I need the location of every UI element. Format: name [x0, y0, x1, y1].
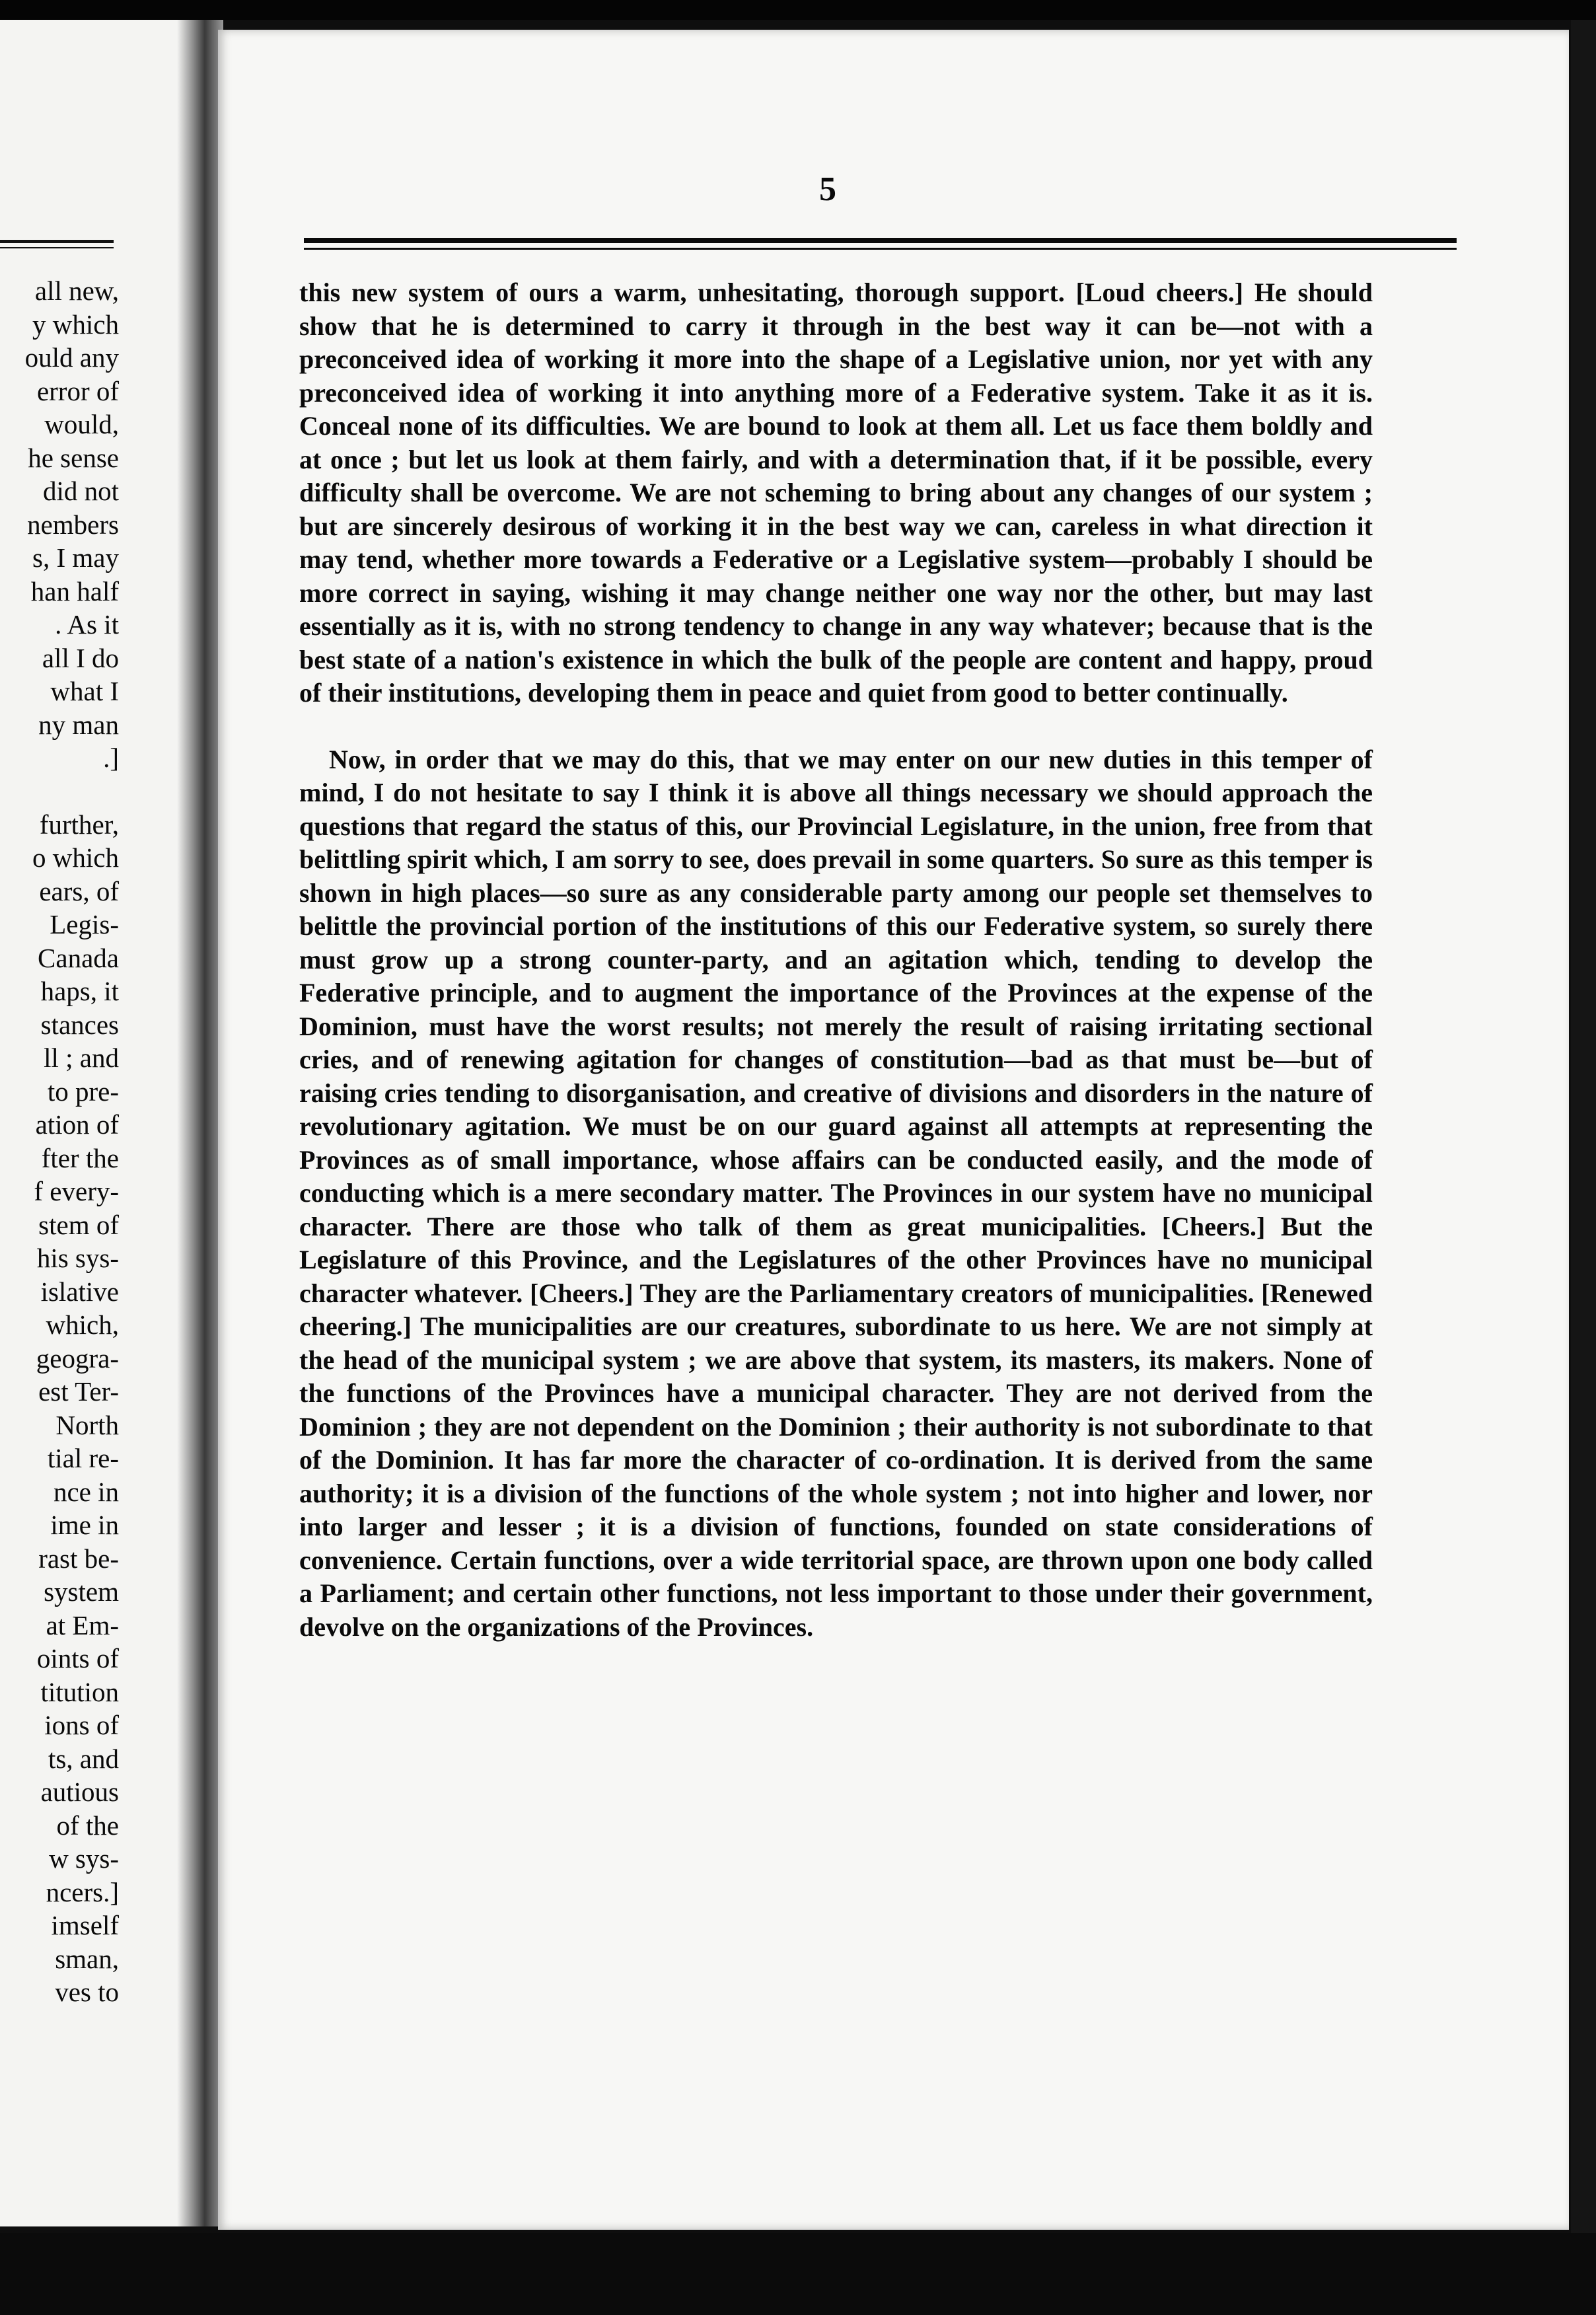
left-page-line: ves to	[55, 1977, 119, 2007]
left-page-line: system	[44, 1576, 119, 1607]
left-page-line: ions of	[44, 1710, 119, 1740]
left-page-line: . As it	[55, 609, 119, 640]
left-page-line: y which	[32, 309, 119, 340]
left-page-line: .]	[103, 743, 119, 773]
left-page-line: Legis-	[50, 909, 119, 939]
left-page-line: o which	[32, 842, 119, 873]
left-page-rule	[0, 240, 114, 243]
paragraph-1: this new system of ours a warm, unhesitating, thorough support. [Loud cheers.] He should show that he is determined to carry it through in the best way it can be—not with a preconceived idea of working it more into the shape of a Legislative union, nor yet with any preconceived idea of working it into anything more of a Federative system. Take it as it is. Conceal none of its difficulties. We are bound to look at them all. Let us face them boldly and at once ; but let us look at them fairly, and with a determination that, if it be possible, every difficulty shall be overcome. We are not scheming to bring about any changes of our system ; but are sincerely desirous of working it in the best way we can, careless in what direction it may tend, whether more towards a Federative or a Legislative system—probably I should be more correct in saying, wishing it may change neither one way nor the other, but may last essentially as it is, with no strong tendency to change in any way whatever; because that is the best state of a nation's existence in which the bulk of the people are content and happy, proud of their institutions, developing them in peace and quiet from good to better continually.	[299, 277, 1373, 708]
left-page-line: his sys-	[36, 1243, 119, 1273]
left-page-line: haps, it	[40, 976, 119, 1006]
paragraph-2: Now, in order that we may do this, that we may enter on our new duties in this temper of mind, I do not hesitate to say I think it is above all things necessary we should approach the questions that regard the status of this, our Provincial Legislature, in the union, free from that belittling spirit which, I am sorry to see, does prevail in some quarters. So sure as this temper is shown in high places—so sure as any considerable party among our people set themselves to belittle the provincial portion of the institutions of this our Federative system, so surely there must grow up a strong counter-party, and an agitation which, tending to develop the Federative principle, and to augment the importance of the Provinces at the expense of the Dominion, must have the worst results; not merely the result of raising irritating sectional cries, and of renewing agitation for changes of constitution—bad as that must be—but of raising cries tending to disorganisation, and creative of divisions and disorders in the nature of revolutionary agitation. We must be on our guard against all attempts at representing the Provinces as of small importance, whose affairs can be conducted easily, and the mode of conducting which is a mere secondary matter. The Provinces in our system have no municipal character. There are those who talk of them as great municipalities. [Cheers.] But the Legislature of this Province, and the Legislatures of the other Provinces have no municipal character whatever. [Cheers.] They are the Parliamentary creators of municipalities. [Renewed cheering.] The municipalities are our creatures, subordinate to us here. We are not simply at the head of the municipal system ; we are above that system, its masters, its makers. None of the functions of the Provinces have a municipal character. They are not derived from the Dominion ; they are not dependent on the Dominion ; their authority is not subordinate to that of the Dominion. It has far more the character of co-ordination. It is derived from the same authority; it is a division of the functions of the whole system ; not into higher and lower, nor into larger and lesser ; it is a division of functions, founded on state considerations of convenience. Certain functions, over a wide territorial space, are thrown upon one body called a Parliament; and certain other functions, not less important to those under their government, devolve on the organizations of the Provinces.	[299, 744, 1373, 1642]
header-rule-thin	[304, 248, 1457, 250]
left-page-line: what I	[50, 676, 119, 706]
left-page-line: all new,	[34, 276, 119, 306]
left-page-line: geogra-	[36, 1342, 119, 1374]
left-page-line: han half	[30, 575, 119, 606]
left-page-line: sman,	[55, 1943, 119, 1974]
left-page-text-fragments	[0, 274, 119, 2009]
header-rule	[304, 238, 1457, 243]
main-page	[218, 30, 1569, 2230]
left-page-line: stances	[40, 1009, 119, 1040]
left-page-line: he sense	[28, 442, 119, 473]
left-page-line: at Em-	[46, 1609, 119, 1640]
book-gutter	[177, 20, 223, 2226]
left-page-line: tial re-	[47, 1443, 119, 1473]
left-page-line: nembers	[27, 509, 119, 540]
left-page-line: rast be-	[38, 1543, 119, 1574]
left-page-line: ny man	[38, 709, 119, 740]
left-page-rule-thin	[0, 247, 114, 248]
left-page-line: titution	[40, 1676, 119, 1707]
left-page-line: s, I may	[32, 542, 119, 573]
left-page-line: fter the	[41, 1142, 119, 1173]
left-page-line: ll ; and	[44, 1043, 119, 1073]
left-page-line: islative	[40, 1276, 119, 1307]
left-page-line: stem of	[38, 1209, 119, 1240]
left-page-gap	[0, 775, 119, 808]
left-page-line: est Ter-	[38, 1376, 119, 1407]
left-page-line: would,	[44, 409, 119, 439]
left-page-line: ime in	[50, 1510, 119, 1540]
right-edge	[1571, 20, 1596, 2233]
left-page-line: ould any	[24, 342, 119, 373]
left-page-line: imself	[51, 1910, 119, 1940]
left-page-line: all I do	[42, 642, 119, 673]
left-page-line: oints of	[36, 1643, 119, 1673]
left-page-line: w sys-	[49, 1843, 119, 1874]
left-page-line: did not	[42, 476, 119, 506]
left-page-line: to pre-	[47, 1076, 119, 1107]
left-page-line: nce in	[53, 1476, 119, 1507]
left-facing-page	[0, 20, 198, 2226]
left-page-line: ts, and	[48, 1743, 119, 1774]
left-page-line: error of	[36, 375, 119, 406]
left-page-line: ation of	[35, 1109, 119, 1140]
left-page-line: ears, of	[39, 875, 119, 906]
top-edge	[0, 0, 1596, 20]
page-number: 5	[819, 170, 836, 208]
left-page-line: of the	[56, 1810, 119, 1841]
left-page-line: autious	[40, 1777, 119, 1807]
left-page-line: North	[55, 1409, 119, 1440]
body-text	[299, 276, 1373, 1644]
left-page-line: which,	[46, 1309, 119, 1340]
left-page-line: Canada	[38, 942, 119, 973]
left-page-line: further,	[39, 809, 119, 840]
left-page-line: f every-	[34, 1176, 119, 1206]
bottom-edge	[0, 2233, 1596, 2315]
left-page-line: ncers.]	[46, 1876, 119, 1907]
